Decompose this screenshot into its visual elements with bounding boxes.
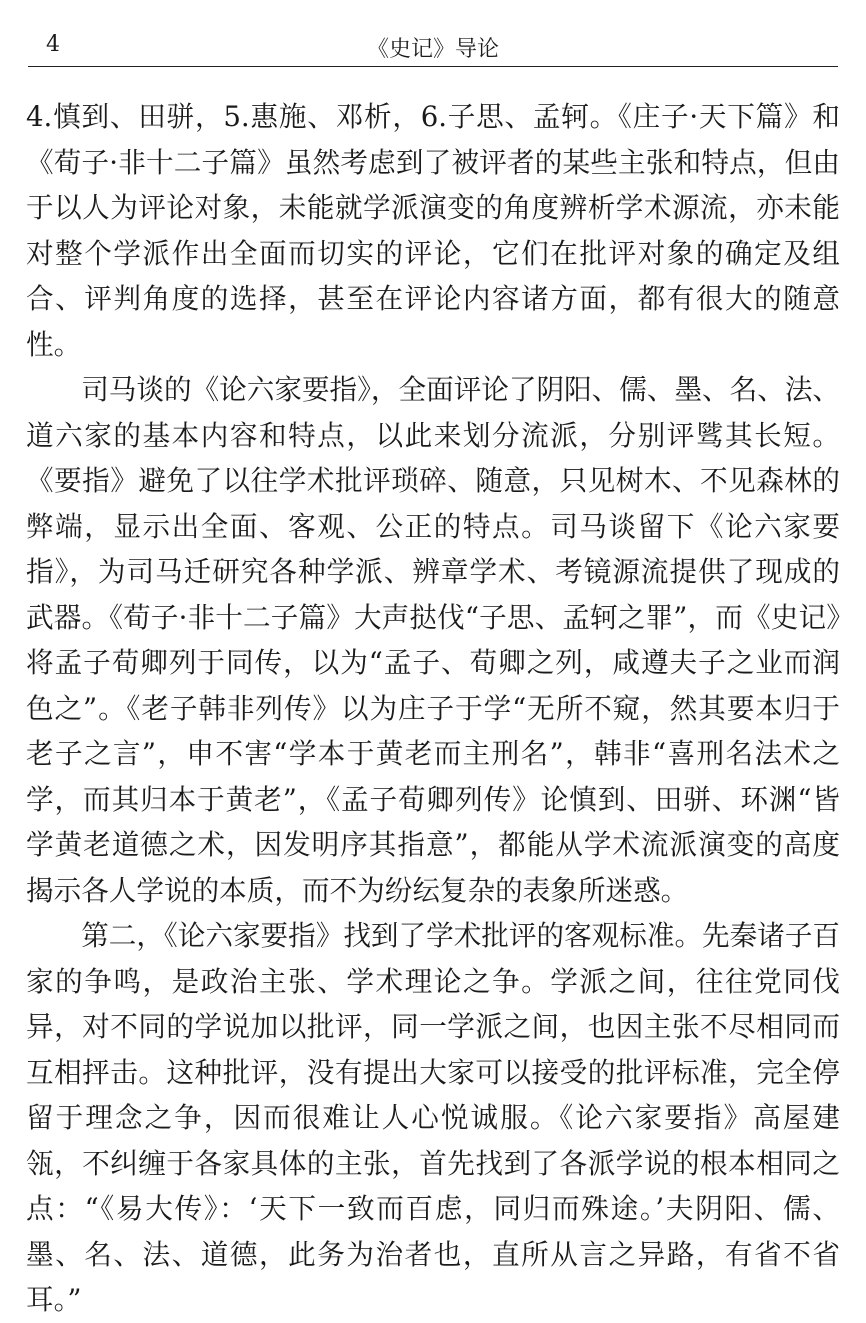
- paragraph: 4.慎到、田骈，5.惠施、邓析，6.子思、孟轲。《庄子·天下篇》和《荀子·非十二子篇》虽然考虑到了被评者的某些主张和特点，但由于以人为评论对象，未能就学派演变的角度辨析学术源流，亦未能对整个学派作出全面而切实的评论，它们在批评对象的确定及组合、评判角度的选择，甚至在评论内容诸方面，都有很大的随意性。: [26, 100, 840, 361]
- paragraph: 司马谈的《论六家要指》，全面评论了阴阳、儒、墨、名、法、道六家的基本内容和特点，以此来划分流派，分别评骘其长短。《要指》避免了以往学术批评琐碎、随意，只见树木、不见森林的弊端，显示出全面、客观、公正的特点。司马谈留下《论六家要指》，为司马迁研究各种学派、辨章学术、考镜源流提供了现成的武器。《荀子·非十二子篇》大声挞伐“子思、孟轲之罪”，而《史记》将孟子荀卿列于同传，以为“孟子、荀卿之列，咸遵夫子之业而润色之”。《老子韩非列传》以为庄子于学“无所不窥，然其要本归于老子之言”，申不害“学本于黄老而主刑名”，韩非“喜刑名法术之学，而其归本于黄老”，《孟子荀卿列传》论慎到、田骈、环渊“皆学黄老道德之术，因发明序其指意”，都能从学术流派演变的高度揭示各人学说的本质，而不为纷纭复杂的表象所迷惑。: [26, 373, 841, 907]
- paragraph: 第二，《论六家要指》找到了学术批评的客观标准。先秦诸子百家的争鸣，是政治主张、学术理论之争。学派之间，往往党同伐异，对不同的学说加以批评，同一学派之间，也因主张不尽相同而互相抨击。这种批评，没有提出大家可以接受的批评标准，完全停留于理念之争，因而很难让人心悦诚服。《论六家要指》高屋建瓴，不纠缠于各家具体的主张，首先找到了各派学说的根本相同之点：“《易大传》：‘天下一致而百虑，同归而殊途。’夫阴阳、儒、墨、名、法、道德，此务为治者也，直所从言之异路，有省不省耳。”: [26, 919, 841, 1316]
- running-title: 《史记》导论: [366, 37, 499, 62]
- page-number: 4: [46, 32, 60, 57]
- body-text: [26, 94, 840, 1323]
- page-header: [28, 26, 838, 67]
